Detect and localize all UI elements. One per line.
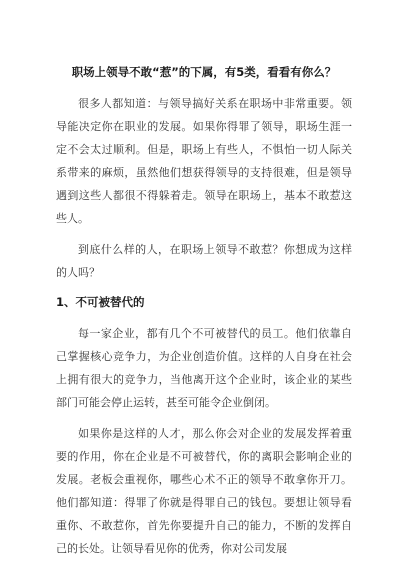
section1-paragraph-2: 如果你是这样的人才，那么你会对企业的发展发挥着重要的作用，你在企业是不可被替代，你的离职会影响企业的发展。老板会重视你，哪些心术不正的领导不敢拿你开刀。他们都知道：得罪了你就是得罪自己的钱包。要想让领导看重你、不敢惹你，首先你要提升自己的能力，不断的发挥自己的长处。让领导看见你的优秀，你对公司发展 [56,427,352,555]
section-heading-1: 1、不可被替代的 [56,295,145,309]
section1-paragraph-1: 每一家企业，都有几个不可被替代的员工。他们依靠自己掌握核心竞争力，为企业创造价值。这样的人自身在社会上拥有很大的竞争力，当他离开这个企业时，该企业的某些部门可能会停止运转，甚至可能令企业倒闭。 [56,327,352,409]
article-title: 职场上领导不敢“惹”的下属，有5类，看看有你么？ [71,65,337,79]
intro-paragraph-2: 到底什么样的人，在职场上领导不敢惹？你想成为这样的人吗？ [56,243,352,279]
intro-paragraph-1: 很多人都知道：与领导搞好关系在职场中非常重要。领导能决定你在职业的发展。如果你得罪了领导，职场生涯一定不会太过顺利。但是，职场上有些人，不惧怕一切人际关系带来的麻烦，虽然他们想获得领导的支持很难，但是领导遇到这些人都很不得躲着走。领导在职场上，基本不敢惹这些人。 [56,97,352,225]
